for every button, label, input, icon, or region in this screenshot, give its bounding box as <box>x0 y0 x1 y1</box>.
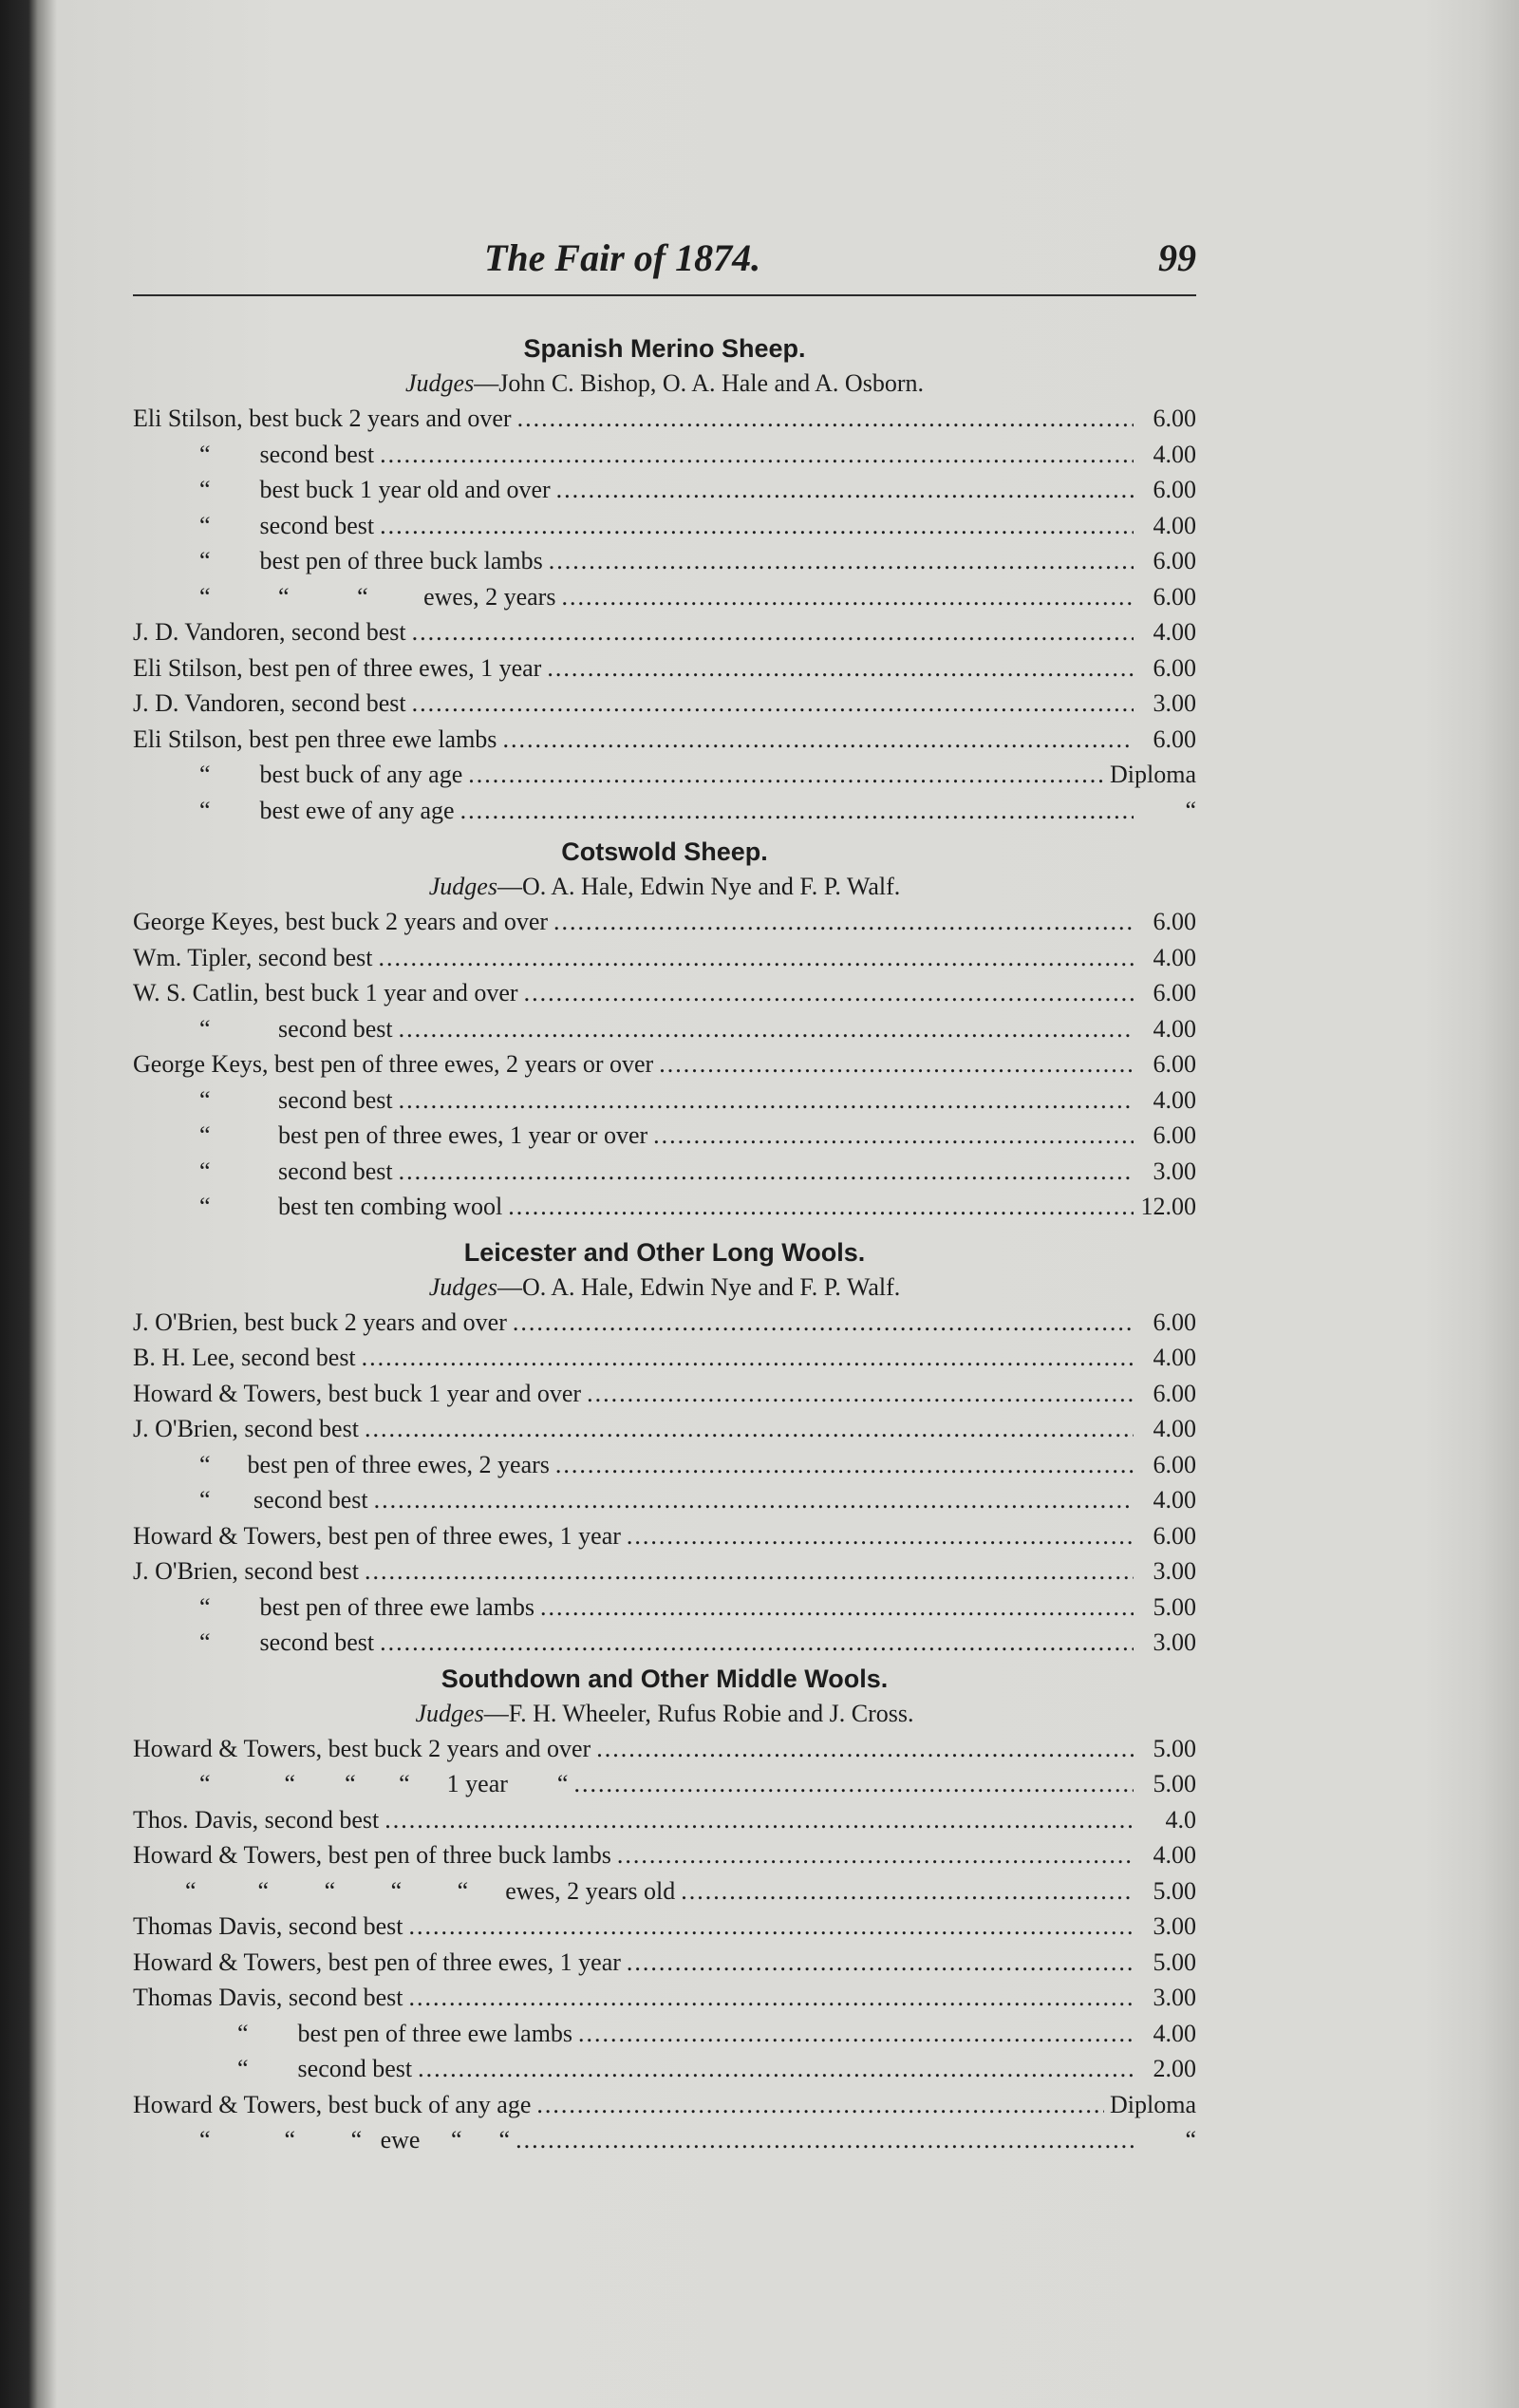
entry-label: J. O'Brien, best buck 2 years and over <box>133 1307 507 1336</box>
entry-label: “ “ “ ewe “ “ <box>199 2126 511 2154</box>
prize-entry <box>133 1873 1196 1909</box>
prize-entry <box>133 1837 1196 1873</box>
dot-leader <box>627 1518 1134 1554</box>
judges-names: —O. A. Hale, Edwin Nye and F. P. Walf. <box>497 1272 901 1301</box>
entry-label: “ second best <box>199 511 375 539</box>
prize-entry <box>133 940 1196 976</box>
entry-amount: 6.00 <box>1153 724 1196 753</box>
entry-amount: 3.00 <box>1153 1984 1196 2011</box>
dot-leader <box>513 1305 1134 1341</box>
entry-label: Howard & Towers, best buck of any age <box>133 2090 532 2118</box>
dot-leader <box>418 2051 1134 2087</box>
prize-entry <box>133 1909 1196 1945</box>
entry-label: “ “ “ “ “ ewes, 2 years old <box>185 1876 676 1905</box>
dot-leader <box>578 2016 1134 2052</box>
entry-amount: 6.00 <box>1153 1521 1196 1550</box>
entry-amount: 5.00 <box>1153 1770 1196 1797</box>
entry-amount: 4.00 <box>1153 2019 1196 2047</box>
entry-label: “ second best <box>199 440 375 468</box>
dot-leader <box>380 1625 1134 1661</box>
entry-amount: 12.00 <box>1140 1193 1196 1220</box>
entry-label: Eli Stilson, best pen of three ewes, 1 year <box>133 653 542 682</box>
prize-section <box>133 1234 1196 1661</box>
entry-label: “ second best <box>199 1628 375 1656</box>
judges-line <box>133 870 1196 904</box>
prize-entry <box>133 722 1196 758</box>
entry-label: “ best ten combing wool <box>199 1193 503 1220</box>
entry-label: Thos. Davis, second best <box>133 1805 380 1834</box>
dot-leader <box>540 1590 1134 1626</box>
prize-entry <box>133 437 1196 473</box>
page-number: 99 <box>1158 236 1196 279</box>
entry-amount: 4.00 <box>1153 1486 1196 1514</box>
judges-names: —F. H. Wheeler, Rufus Robie and J. Cross. <box>483 1699 914 1727</box>
entry-amount: 4.0 <box>1165 1805 1196 1834</box>
judges-label: Judges <box>428 1272 497 1301</box>
dot-leader <box>412 686 1134 722</box>
dot-leader <box>362 1340 1134 1376</box>
prize-section <box>133 1661 1196 2158</box>
entry-label: Eli Stilson, best buck 2 years and over <box>133 404 512 432</box>
dot-leader <box>409 1909 1134 1945</box>
entry-amount: 6.00 <box>1153 1379 1196 1407</box>
entry-amount: 2.00 <box>1153 2055 1196 2082</box>
dot-leader <box>516 2122 1134 2158</box>
dot-leader <box>378 940 1134 976</box>
prize-entry <box>133 904 1196 940</box>
entry-amount: 6.00 <box>1153 979 1196 1006</box>
entry-label: “ best buck 1 year old and over <box>199 476 551 503</box>
prize-entry <box>133 508 1196 544</box>
entry-label: Wm. Tipler, second best <box>133 943 373 971</box>
prize-entry <box>133 1154 1196 1190</box>
entry-label: “ second best <box>199 1014 393 1043</box>
prize-entry <box>133 401 1196 437</box>
entry-amount: 4.00 <box>1153 943 1196 971</box>
prize-entry <box>133 1731 1196 1767</box>
entry-amount: 4.00 <box>1153 440 1196 468</box>
dot-leader <box>653 1118 1134 1154</box>
page-header <box>133 228 1196 296</box>
prize-entry <box>133 1945 1196 1981</box>
dot-leader <box>547 650 1134 687</box>
entry-label: “ best ewe of any age <box>199 796 455 824</box>
entry-amount: 4.00 <box>1153 1014 1196 1043</box>
entry-label: “ second best <box>199 1085 393 1114</box>
entry-amount: 5.00 <box>1153 1876 1196 1905</box>
entry-amount: 3.00 <box>1153 1157 1196 1185</box>
prize-entry <box>133 1082 1196 1119</box>
entry-label: J. D. Vandoren, second best <box>133 689 406 717</box>
entry-amount: 6.00 <box>1153 404 1196 432</box>
dot-leader <box>374 1482 1134 1518</box>
entry-amount: 6.00 <box>1153 547 1196 574</box>
section-title: Leicester and Other Long Wools. <box>463 1237 866 1267</box>
dot-leader <box>409 1980 1134 2016</box>
dot-leader <box>556 472 1134 508</box>
dot-leader <box>365 1411 1134 1447</box>
entry-label: Thomas Davis, second best <box>133 1984 403 2011</box>
prize-entry <box>133 1305 1196 1341</box>
prize-entry <box>133 793 1196 829</box>
entry-label: Howard & Towers, best buck 1 year and over <box>133 1379 582 1407</box>
prize-entry <box>133 1340 1196 1376</box>
entry-label: “ second best <box>237 2055 413 2082</box>
prize-entry <box>133 1625 1196 1661</box>
entry-label: “ second best <box>199 1157 393 1185</box>
entry-amount: 6.00 <box>1153 476 1196 503</box>
dot-leader <box>587 1376 1134 1412</box>
entry-label: “ best pen of three ewe lambs <box>199 1592 535 1621</box>
entry-amount: 3.00 <box>1153 1628 1196 1656</box>
entry-amount: 5.00 <box>1153 1592 1196 1621</box>
judges-label: Judges <box>405 369 475 397</box>
dot-leader <box>508 1189 1134 1225</box>
dot-leader <box>399 1154 1134 1190</box>
prize-section <box>133 834 1196 1225</box>
prize-entry <box>133 2122 1196 2158</box>
prize-entry <box>133 1118 1196 1154</box>
dot-leader <box>555 1447 1134 1483</box>
prize-entry <box>133 1411 1196 1447</box>
dot-leader <box>524 975 1134 1011</box>
prize-entry <box>133 1189 1196 1225</box>
prize-entry <box>133 650 1196 687</box>
entry-amount: 6.00 <box>1153 908 1196 935</box>
dot-leader <box>536 2087 1104 2123</box>
entry-label: “ second best <box>199 1486 368 1514</box>
entry-amount: 3.00 <box>1153 1912 1196 1940</box>
entry-amount: 6.00 <box>1153 653 1196 682</box>
prize-entry <box>133 1518 1196 1554</box>
entry-amount: 3.00 <box>1153 689 1196 717</box>
entry-label: Howard & Towers, best buck 2 years and over <box>133 1734 591 1762</box>
entry-label: Howard & Towers, best pen of three buck lambs <box>133 1841 611 1869</box>
entry-label: “ best pen of three ewe lambs <box>237 2019 573 2047</box>
prize-entry <box>133 1590 1196 1626</box>
dot-leader <box>502 722 1134 758</box>
document-page <box>133 228 1196 2158</box>
prize-entry <box>133 543 1196 579</box>
judges-line <box>133 1270 1196 1305</box>
entry-amount: “ <box>1185 796 1196 824</box>
entry-label: “ “ “ ewes, 2 years <box>199 582 556 611</box>
prize-entry <box>133 1802 1196 1838</box>
prize-entry <box>133 1980 1196 2016</box>
prize-entry <box>133 1447 1196 1483</box>
entry-amount: Diploma <box>1110 2090 1196 2118</box>
entry-amount: 4.00 <box>1153 1085 1196 1114</box>
dot-leader <box>399 1011 1134 1047</box>
dot-leader <box>573 1766 1134 1802</box>
entry-label: J. O'Brien, second best <box>133 1415 359 1442</box>
entry-label: “ “ “ “ 1 year “ <box>199 1770 569 1797</box>
dot-leader <box>617 1837 1134 1873</box>
entry-amount: 4.00 <box>1153 1415 1196 1442</box>
section-title: Spanish Merino Sheep. <box>523 334 806 363</box>
dot-leader <box>365 1553 1134 1590</box>
judges-line <box>133 1697 1196 1731</box>
prize-entry <box>133 1046 1196 1082</box>
entry-label: Eli Stilson, best pen three ewe lambs <box>133 724 497 753</box>
dot-leader <box>399 1082 1134 1119</box>
dot-leader <box>659 1046 1134 1082</box>
prize-section <box>133 330 1196 828</box>
entry-label: George Keyes, best buck 2 years and over <box>133 908 549 935</box>
dot-leader <box>627 1945 1134 1981</box>
judges-names: —John C. Bishop, O. A. Hale and A. Osborn. <box>474 369 924 397</box>
prize-entry <box>133 2016 1196 2052</box>
entry-amount: “ <box>1185 2126 1196 2154</box>
prize-entry <box>133 579 1196 615</box>
entry-amount: 4.00 <box>1153 1344 1196 1371</box>
entry-label: Thomas Davis, second best <box>133 1912 403 1940</box>
dot-leader <box>384 1802 1134 1838</box>
dot-leader <box>517 401 1134 437</box>
entry-amount: 4.00 <box>1153 511 1196 539</box>
section-title: Southdown and Other Middle Wools. <box>441 1664 889 1693</box>
entry-amount: 6.00 <box>1153 1307 1196 1336</box>
judges-label: Judges <box>428 873 497 900</box>
entry-label: “ best buck of any age <box>199 761 463 788</box>
entry-amount: 4.00 <box>1153 618 1196 646</box>
dot-leader <box>468 757 1104 793</box>
entry-label: “ best pen of three ewes, 1 year or over <box>199 1121 648 1149</box>
prize-entry <box>133 472 1196 508</box>
dot-leader <box>380 508 1134 544</box>
prize-entry <box>133 1766 1196 1802</box>
entry-amount: 4.00 <box>1153 1841 1196 1869</box>
dot-leader <box>596 1731 1134 1767</box>
premium-list <box>133 330 1196 2158</box>
dot-leader <box>549 543 1134 579</box>
prize-entry <box>133 1011 1196 1047</box>
prize-entry <box>133 975 1196 1011</box>
running-title: The Fair of 1874. <box>484 236 761 279</box>
entry-label: “ best pen of three ewes, 2 years <box>199 1450 550 1478</box>
dot-leader <box>380 437 1134 473</box>
entry-label: George Keys, best pen of three ewes, 2 years or over <box>133 1050 654 1078</box>
entry-amount: 6.00 <box>1153 1450 1196 1478</box>
entry-label: B. H. Lee, second best <box>133 1344 356 1371</box>
judges-label: Judges <box>415 1699 484 1727</box>
section-title: Cotswold Sheep. <box>561 837 768 866</box>
judges-line <box>133 367 1196 401</box>
entry-amount: 6.00 <box>1153 582 1196 611</box>
dot-leader <box>553 904 1134 940</box>
dot-leader <box>561 579 1134 615</box>
prize-entry <box>133 1553 1196 1590</box>
judges-names: —O. A. Hale, Edwin Nye and F. P. Walf. <box>497 873 901 900</box>
entry-amount: 3.00 <box>1153 1557 1196 1585</box>
dot-leader <box>412 614 1134 650</box>
entry-amount: 6.00 <box>1153 1121 1196 1149</box>
dot-leader <box>460 793 1134 829</box>
entry-amount: Diploma <box>1110 761 1196 788</box>
prize-entry <box>133 2087 1196 2123</box>
prize-entry <box>133 2051 1196 2087</box>
entry-amount: 6.00 <box>1153 1050 1196 1078</box>
prize-entry <box>133 614 1196 650</box>
prize-entry <box>133 1376 1196 1412</box>
entry-label: “ best pen of three buck lambs <box>199 547 543 574</box>
entry-label: J. D. Vandoren, second best <box>133 618 406 646</box>
entry-label: W. S. Catlin, best buck 1 year and over <box>133 979 518 1006</box>
entry-label: J. O'Brien, second best <box>133 1557 359 1585</box>
entry-amount: 5.00 <box>1153 1947 1196 1976</box>
prize-entry <box>133 1482 1196 1518</box>
entry-amount: 5.00 <box>1153 1734 1196 1762</box>
dot-leader <box>681 1873 1134 1909</box>
entry-label: Howard & Towers, best pen of three ewes, 1 year <box>133 1947 621 1976</box>
entry-label: Howard & Towers, best pen of three ewes, 1 year <box>133 1521 621 1550</box>
prize-entry <box>133 757 1196 793</box>
prize-entry <box>133 686 1196 722</box>
